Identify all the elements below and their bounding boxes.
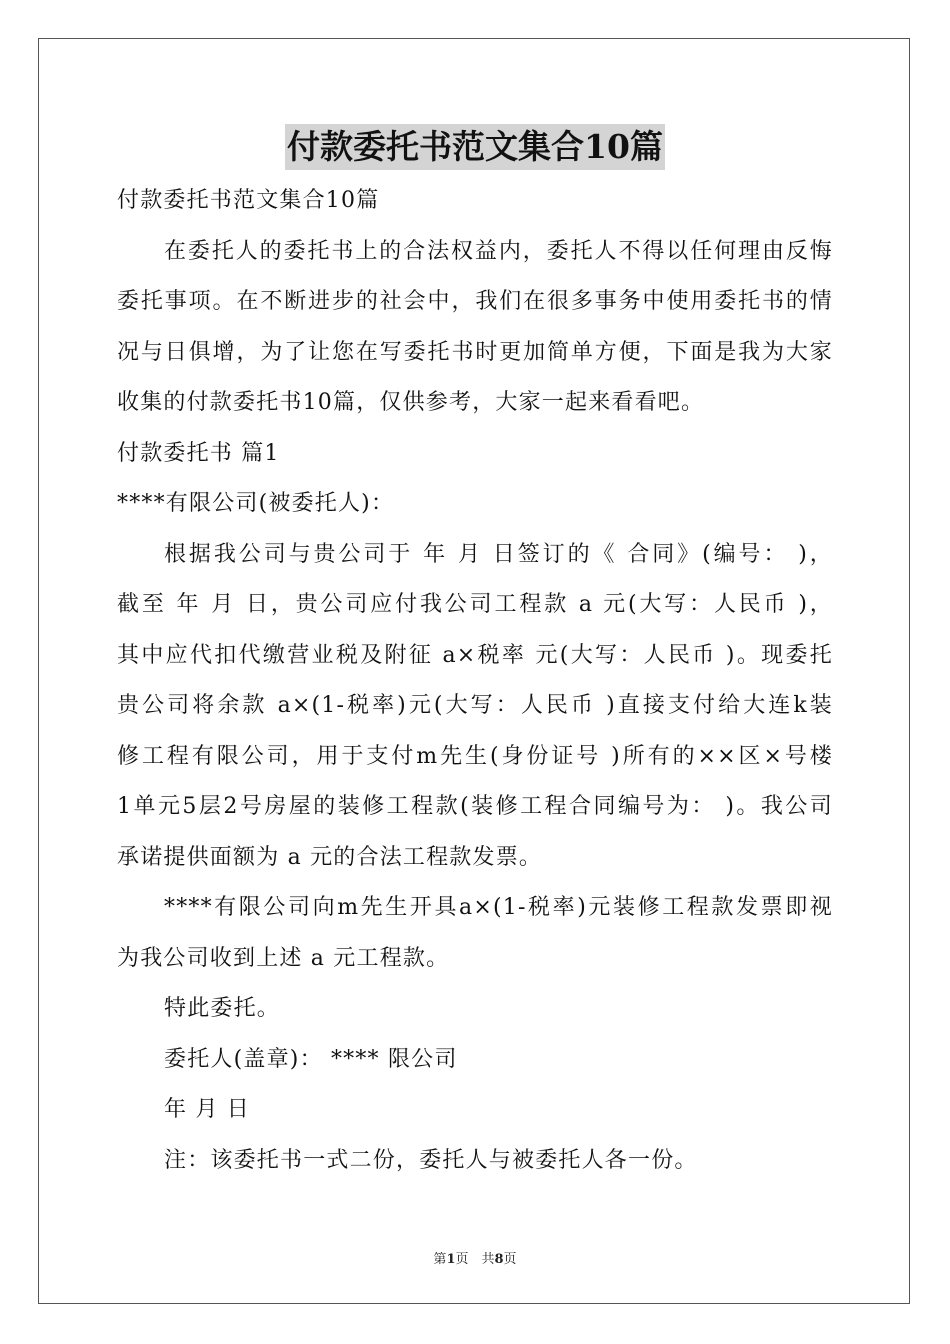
footer-prefix: 第 [433, 1252, 447, 1267]
body-line: 承诺提供面额为 a 元的合法工程款发票。 [117, 844, 543, 870]
note-line: 注：该委托书一式二份，委托人与被委托人各一份。 [164, 1147, 698, 1173]
body-line: 在委托人的委托书上的合法权益内，委托人不得以任何理由反悔 [164, 238, 833, 264]
body-line: 况与日俱增，为了让您在写委托书时更加简单方便，下面是我为大家 [117, 339, 833, 365]
footer-total-pages: 8 [494, 1252, 504, 1267]
body-line: 截至 年 月 日，贵公司应付我公司工程款 a 元(大写：人民币 )， [117, 592, 833, 617]
addressee-line: ****有限公司(被委托人)： [117, 491, 395, 516]
body-line: 贵公司将余款 a×(1-税率)元(大写：人民币 )直接支付给大连k装 [117, 693, 833, 718]
body-line: 收集的付款委托书10篇，仅供参考，大家一起来看看吧。 [117, 390, 705, 415]
body-line: 为我公司收到上述 a 元工程款。 [117, 945, 450, 971]
signature-line: 委托人(盖章)： **** 限公司 [164, 1046, 458, 1072]
body-line: 付款委托书范文集合10篇 [117, 188, 380, 213]
section-heading: 付款委托书 篇1 [117, 440, 280, 466]
body-line: ****有限公司向m先生开具a×(1-税率)元装修工程款发票即视 [164, 895, 833, 920]
footer-suffix: 页 [503, 1252, 517, 1267]
document-title: 付款委托书范文集合10篇 [285, 124, 665, 170]
body-line: 其中应代扣代缴营业税及附征 a×税率 元(大写：人民币 )。现委托 [117, 642, 833, 668]
document-body [117, 176, 833, 1186]
footer-mid: 页 共 [455, 1252, 495, 1267]
body-line: 根据我公司与贵公司于 年 月 日签订的《 合同》(编号： )， [164, 541, 833, 567]
title-container [0, 124, 950, 170]
closing-line: 特此委托。 [164, 996, 281, 1021]
footer-current-page: 1 [446, 1252, 456, 1267]
body-line: 修工程有限公司，用于支付m先生(身份证号 )所有的××区×号楼 [117, 743, 833, 769]
date-line: 年 月 日 [164, 1097, 250, 1122]
body-line: 委托事项。在不断进步的社会中，我们在很多事务中使用委托书的情 [117, 289, 833, 314]
body-line: 1单元5层2号房屋的装修工程款(装修工程合同编号为： )。我公司 [117, 794, 833, 819]
page-footer [0, 1248, 950, 1267]
